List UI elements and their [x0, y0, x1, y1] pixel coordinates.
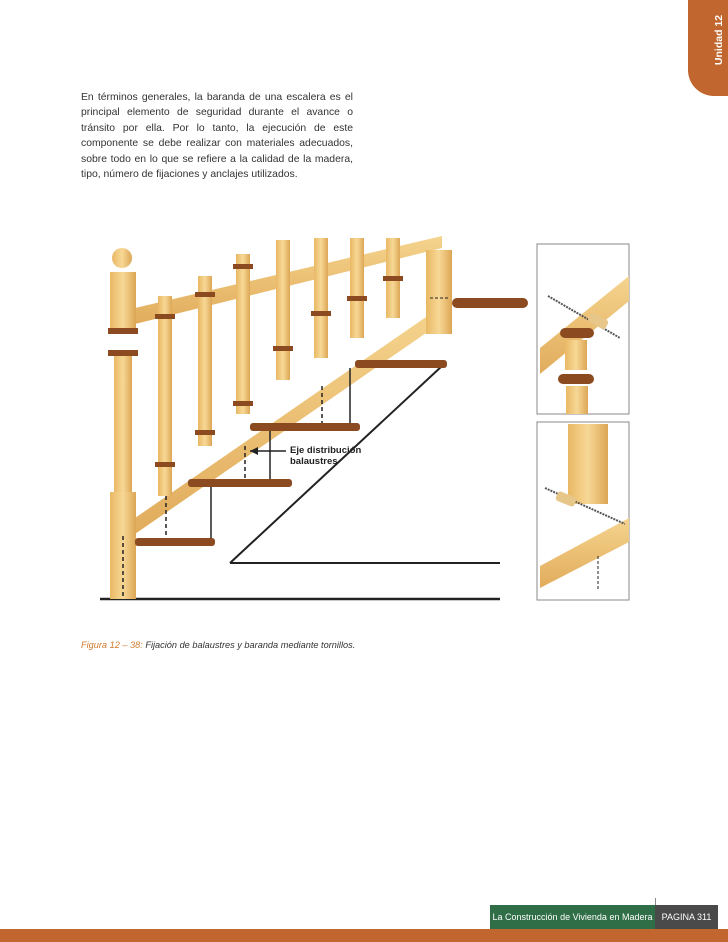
- newel-post-right: [426, 250, 452, 334]
- annotation-line2: balaustres: [290, 456, 338, 467]
- footer-bar: [0, 929, 728, 942]
- newel-post-left: [108, 248, 138, 599]
- landing-beam: [452, 298, 528, 308]
- stair-illustration: [100, 236, 630, 602]
- figure-stair-railing: [100, 236, 630, 602]
- footer-book-title: La Construcción de Vivienda en Madera: [492, 912, 653, 922]
- annotation-line1: Eje distribución: [290, 445, 362, 456]
- figure-caption: [81, 640, 355, 650]
- unit-tab: [688, 0, 728, 96]
- footer-page-number: PAGINA 311: [661, 912, 712, 922]
- detail-panel-bottom: [537, 422, 629, 600]
- detail-panel-top: [537, 244, 629, 414]
- intro-paragraph: En términos generales, la baranda de una escalera es el principal elemento de seguridad durante el avance o tránsito por ella. Por lo tanto, la ejecución de este componente se debe realizar con materiales adecuados, sobre todo en lo que se refiere a la calidad de la madera, tipo, número de fijaciones y anclajes utilizados.: [81, 92, 353, 181]
- unit-label: Unidad 12: [712, 14, 725, 66]
- caption-text: Fijación de balaustres y baranda mediante tornillos.: [142, 640, 356, 650]
- figure-number: Figura 12 – 38:: [81, 640, 143, 650]
